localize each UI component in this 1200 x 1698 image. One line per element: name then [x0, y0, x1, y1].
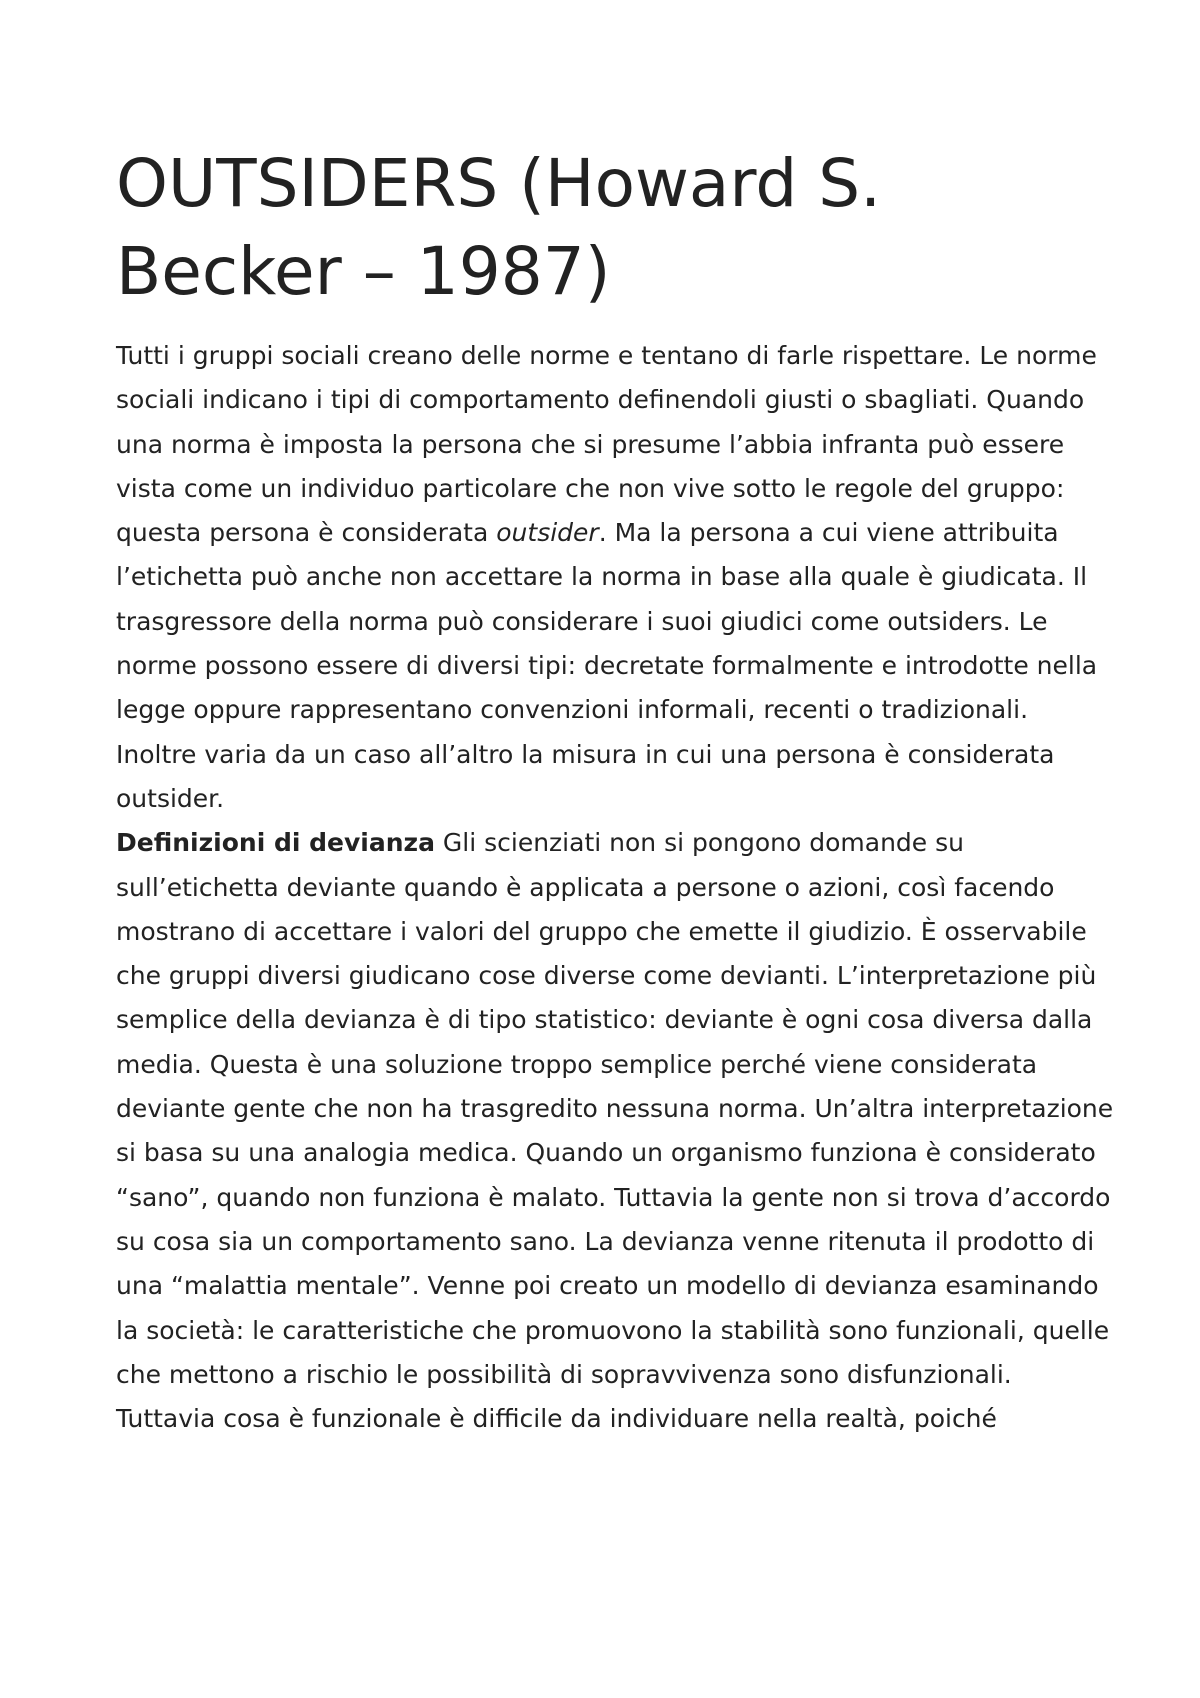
- document-title: OUTSIDERS (Howard S. Becker – 1987): [116, 145, 882, 310]
- paragraph-1-text-b: . Ma la persona a cui viene attribuita l’etichetta può anche non accettare la norma in base alla quale è giudicata. Il trasgressore della norma può considerare i suoi giudici come outsiders. Le norme possono essere di diversi tipi: decretate formalmente e introdotte nella legge oppure rappresentano convenzioni informali, recenti o tradizionali. Inoltre varia da un caso all’altro la misura in cui una persona è considerata outsider.: [116, 518, 1098, 813]
- paragraph-1-text-a: Tutti i gruppi sociali creano delle norme e tentano di farle rispettare. Le norme sociali indicano i tipi di comportamento definendoli giusti o sbagliati. Quando una norma è imposta la persona che si presume l’abbia infranta può essere vista come un individuo particolare che non vive sotto le regole del gruppo: questa persona è considerata: [116, 341, 1097, 548]
- paragraph-1-italic-term: outsider: [496, 518, 599, 548]
- paragraph-outsiders: [116, 334, 1116, 821]
- paragraph-2-text: Gli scienziati non si pongono domande su sull’etichetta deviante quando è applicata a persone o azioni, così facendo mostrano di accettare i valori del gruppo che emette il giudizio. È osservabile che gruppi diversi giudicano cose diverse come devianti. L’interpretazione più semplice della devianza è di tipo statistico: deviante è ogni cosa diversa dalla media. Questa è una soluzione troppo semplice perché viene considerata deviante gente che non ha trasgredito nessuna norma. Un’altra interpretazione si basa su una analogia medica. Quando un organismo funziona è considerato “sano”, quando non funziona è malato. Tuttavia la gente non si trova d’accordo su cosa sia un comportamento sano. La devianza venne ritenuta il prodotto di una “malattia mentale”. Venne poi creato un modello di devianza esaminando la società: le caratteristiche che promuovono la stabilità sono funzionali, quelle che mettono a rischio le possibilità di sopravvivenza sono disfunzionali. Tuttavia cosa è funzionale è difficile da individuare nella realtà, poiché: [116, 828, 1114, 1434]
- document-page: [116, 140, 1116, 1441]
- section-heading-definizioni: Definizioni di devianza: [116, 828, 435, 858]
- document-body: [116, 334, 1116, 1441]
- paragraph-definizioni: [116, 821, 1116, 1441]
